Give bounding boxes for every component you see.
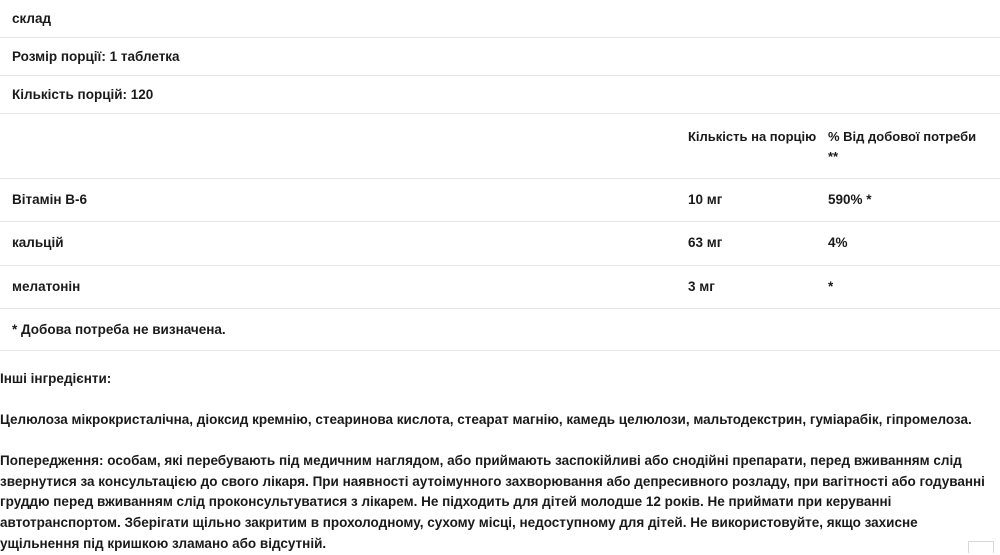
table-header-row	[0, 114, 1000, 179]
serving-size-line: Розмір порції: 1 таблетка	[0, 38, 1000, 76]
daily-value-footnote: * Добова потреба не визначена.	[0, 309, 1000, 351]
warning-text: Попередження: особам, які перебувають під медичним наглядом, або приймають заспокійливі або снодійні препарати, перед вживанням слід звернутися за консультацією до свого лікаря. При наявності аутоімунного захворювання або депресивного розладу, при вагітності або годуванні груддю перед вживанням слід проконсультуватися з лікарем. Не підходить для дітей молодше 12 років. Не приймати при керуванні автотранспортом. Зберігати щільно закритим в прохолодному, сухому місці, недоступному для дітей. Не використовуйте, якщо захисне ущільнення під кришкою зламано або відсутній.	[0, 452, 985, 552]
table-row	[0, 222, 1000, 265]
nutrient-name: кальцій	[12, 235, 64, 251]
column-header-dv: % Від добової потреби **	[828, 129, 977, 164]
nutrient-dv: *	[828, 278, 834, 294]
other-ingredients-heading: Інші інгредієнти:	[0, 370, 112, 386]
servings-per-container-line: Кількість порцій: 120	[0, 76, 1000, 114]
table-row	[0, 266, 1000, 309]
nutrient-amount: 3 мг	[688, 278, 715, 294]
page-corner-mark	[968, 541, 994, 553]
column-header-amount: Кількість на порцію	[688, 129, 817, 144]
nutrient-dv: 590% *	[828, 192, 872, 207]
other-ingredients-text: Целюлоза мікрокристалічна, діоксид кремнію, стеаринова кислота, стеарат магнію, камедь целюлози, мальтодекстрин, гуміарабік, гіпромелоза.	[0, 411, 972, 427]
label-title: склад	[0, 0, 1000, 38]
label-body	[0, 351, 1000, 555]
table-row	[0, 179, 1000, 222]
nutrient-amount: 63 мг	[688, 235, 723, 251]
nutrient-amount: 10 мг	[688, 192, 723, 207]
nutrient-name: Вітамін B-6	[12, 192, 88, 207]
nutrient-dv: 4%	[828, 235, 848, 251]
nutrient-name: мелатонін	[12, 278, 81, 294]
